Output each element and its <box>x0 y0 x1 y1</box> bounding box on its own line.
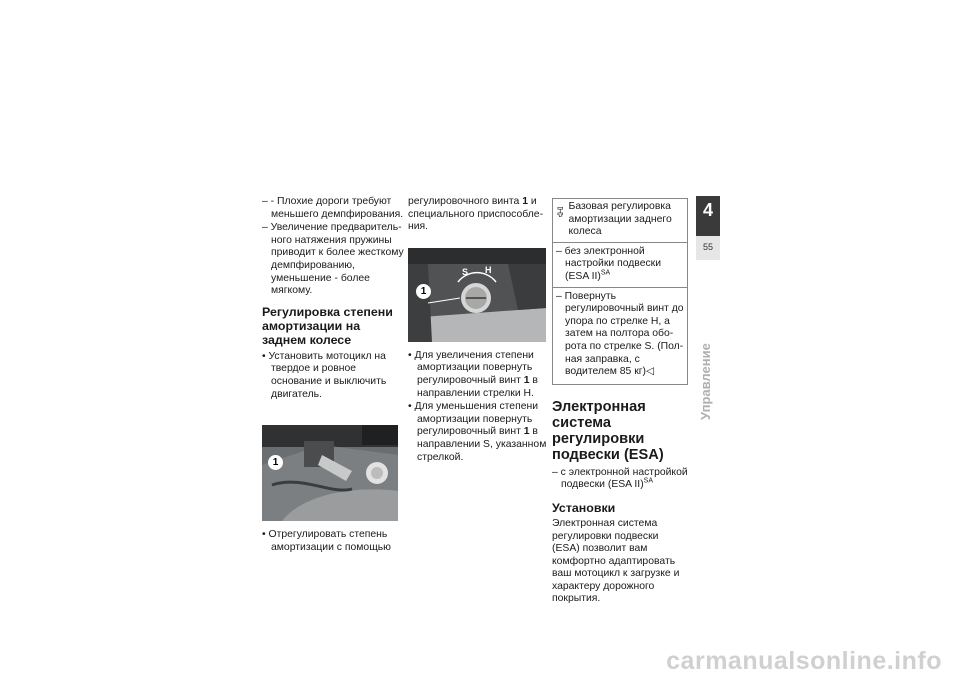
reference-number: 1 <box>522 196 529 207</box>
bullet-text: Для уменьшения степени амортизации повернуть регулировочный винт <box>414 401 539 438</box>
box-divider <box>553 287 687 288</box>
direction-s-label: S <box>462 266 469 277</box>
bullet-item: • Отрегулировать степень амортизации с помощью <box>262 529 391 553</box>
rear-shock-illustration <box>262 425 398 521</box>
column-3 <box>552 196 688 606</box>
page-number: 55 <box>702 242 713 252</box>
section-heading: Электронная система регулировки подвески (ESA) <box>552 398 664 463</box>
dash-item: – без электронной настройки подвески (ESA II)$^{SA}$ <box>556 245 662 282</box>
dash-text: Повернуть регулировочный винт до упора по стрелке H, а затем на полтора оборота по стрелке S. (Полная заправка, с водителем 85 кг)◁ <box>564 290 684 378</box>
callout-marker: 1 <box>268 455 283 470</box>
reference-number: 1 <box>523 426 530 438</box>
column-1 <box>262 196 404 555</box>
box-divider <box>553 242 687 243</box>
watermark-bar <box>0 647 960 679</box>
dash-text: с электронной настройкой подвески (ESA II) <box>560 466 688 491</box>
bullet-item: • Установить мотоцикл на твердое и ровное основание и выключить двигатель. <box>262 350 387 400</box>
bullet-text: в направлении стрелки H. <box>417 374 538 399</box>
box-header <box>556 201 684 239</box>
bullet-item: • Для увеличения степени амортизации повернуть регулировочный винт 1 в направлении стрелки H. <box>408 349 538 399</box>
bullet-item: • Для уменьшения степени амортизации повернуть регулировочный винт 1 в направлении S, указанном стрелкой. <box>408 401 547 463</box>
dash-text: Увеличение предварительного натяжения пружины приводит к более жесткому демпфированию, уменьшение - более мягкому. <box>270 222 404 297</box>
dash-item: – - Плохие дороги требуют меньшего демпфирования. <box>262 196 404 220</box>
bullet-text: Для увеличения степени амортизации повернуть регулировочный винт <box>414 349 534 386</box>
chapter-number: 4 <box>702 200 713 220</box>
dash-text: без электронной настройки подвески (ESA II) <box>564 245 662 282</box>
dash-item: – с электронной настройкой подвески (ESA II)$^{SA}$ <box>552 466 688 491</box>
chapter-tab <box>696 196 720 426</box>
basic-setting-box <box>552 198 688 385</box>
reference-number: 1 <box>523 374 530 386</box>
tool-adjust-icon <box>556 201 565 223</box>
callout-marker: 1 <box>416 284 431 299</box>
paragraph-text: и специального приспособления. <box>408 196 544 233</box>
paragraph: Электронная система регулировки подвески (ESA) позволит вам комфортно адаптировать ваш мотоцикл к загрузке и характеру дорожного покрытия. <box>552 517 680 605</box>
bullet-text: Отрегулировать степень амортизации с помощью <box>268 529 391 553</box>
option-superscript: SA <box>643 477 653 485</box>
bullet-text: в направлении S, указанном стрелкой. <box>417 426 547 463</box>
dash-item: – Увеличение предварительного натяжения пружины приводит к более жесткому демпфированию, уменьшение - более мягкому. <box>262 222 404 297</box>
column-2 <box>408 196 548 465</box>
paragraph-text: регулировочного винта <box>408 196 520 207</box>
direction-h-label: H <box>485 264 492 275</box>
dash-text: - Плохие дороги требуют меньшего демпфирования. <box>270 196 404 220</box>
bullet-text: Установить мотоцикл на твердое и ровное основание и выключить двигатель. <box>268 350 387 400</box>
option-superscript: SA <box>600 269 611 277</box>
paragraph <box>408 196 548 234</box>
watermark-text: carmanualsonline.info <box>666 647 942 675</box>
chapter-label: Управление <box>698 343 713 420</box>
subsection-heading: Установки <box>552 500 616 515</box>
box-title: Базовая регулировка амортизации заднего колеса <box>568 201 672 238</box>
rear-shock-photo <box>262 425 398 521</box>
section-heading: Регулировка степени амортизации на заднем колесе <box>262 304 393 347</box>
dash-item: – Повернуть регулировочный винт до упора по стрелке H, а затем на полтора оборота по стрелке S. (Полная заправка, с водителем 85 кг)◁ <box>556 290 684 378</box>
adjuster-screw-photo <box>408 248 546 342</box>
